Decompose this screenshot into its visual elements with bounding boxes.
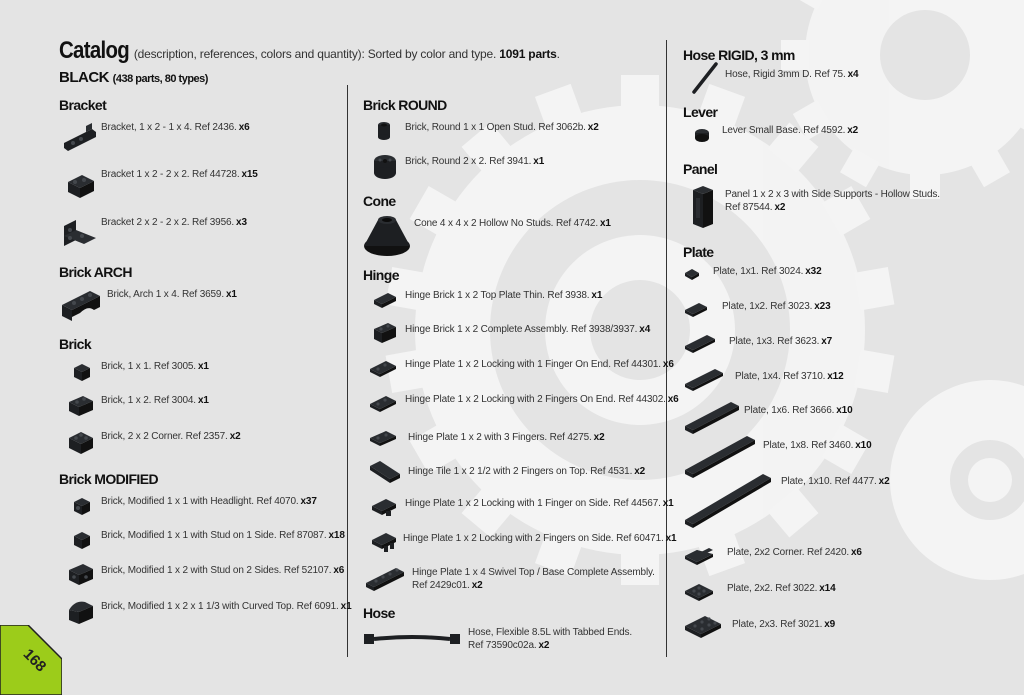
part-image-hose-73590c02a (364, 630, 460, 648)
part-entry: Hinge Plate 1 x 2 Locking with 1 Finger On End. Ref 44301. x6 (405, 359, 674, 370)
part-entry: Plate, 1x6. Ref 3666. x10 (744, 405, 853, 416)
part-entry: Hinge Plate 1 x 2 with 3 Fingers. Ref 4275. x2 (408, 432, 605, 443)
part-entry: Lever Small Base. Ref 4592. x2 (722, 125, 859, 136)
part-entry: Panel 1 x 2 x 3 with Side Supports - Hollow Studs. Ref 87544. x2 (725, 189, 940, 213)
part-image-plate-3021 (683, 612, 723, 642)
part-entry: Plate, 1x4. Ref 3710. x12 (735, 371, 844, 382)
part-entry: Brick, Round 1 x 1 Open Stud. Ref 3062b. x2 (405, 122, 599, 133)
part-image-hinge-3937 (372, 321, 398, 347)
part-image-lever-4592 (693, 127, 711, 143)
part-image-plate-2420 (683, 544, 715, 568)
part-image-plate-3022 (683, 580, 715, 604)
part-image-bracket-44728 (66, 170, 96, 200)
part-image-hinge-2429c01 (364, 563, 406, 595)
part-image-hose-rigid-75 (690, 60, 720, 96)
part-entry: Hinge Brick 1 x 2 Top Plate Thin. Ref 3938. x1 (405, 290, 603, 301)
part-entry: Plate, 1x3. Ref 3623. x7 (729, 336, 833, 347)
section-heading-plate: Plate (683, 244, 714, 260)
part-entry: Hinge Plate 1 x 2 Locking with 2 Fingers On End. Ref 44302. x6 (405, 394, 679, 405)
part-entry: Bracket 1 x 2 - 2 x 2. Ref 44728. x15 (101, 169, 258, 180)
part-image-bracket-3956 (62, 216, 98, 248)
part-image-hinge-4275 (368, 428, 400, 450)
part-image-brick-52107 (67, 562, 95, 588)
section-heading-bracket: Bracket (59, 97, 107, 113)
part-entry: Brick, 1 x 1. Ref 3005. x1 (101, 361, 209, 372)
part-entry: Brick, Arch 1 x 4. Ref 3659. x1 (107, 289, 237, 300)
part-entry: Brick, Modified 1 x 1 with Headlight. Ref 4070. x37 (101, 496, 317, 507)
part-entry: Hinge Plate 1 x 4 Swivel Top / Base Complete Assembly. Ref 2429c01. x2 (412, 567, 655, 591)
part-image-brick-round-3062b (376, 121, 392, 141)
column-divider-right (666, 40, 667, 657)
part-image-bracket-2436 (62, 123, 98, 155)
catalog-description: (description, references, colors and quantity): Sorted by color and type. 1091 parts. (133, 47, 560, 61)
part-image-plate-3023 (683, 300, 709, 318)
part-image-brick-round-3941 (372, 153, 398, 181)
color-group-heading (59, 69, 208, 86)
part-entry: Brick, 2 x 2 Corner. Ref 2357. x2 (101, 431, 241, 442)
section-heading-lever: Lever (683, 104, 718, 120)
part-entry: Hose, Rigid 3mm D. Ref 75. x4 (725, 69, 859, 80)
part-entry: Hinge Brick 1 x 2 Complete Assembly. Ref 3938/3937. x4 (405, 324, 651, 335)
section-heading-brick-arch: Brick ARCH (59, 264, 132, 280)
section-heading-hose: Hose (363, 605, 395, 621)
part-image-plate-3623 (683, 332, 717, 356)
part-entry: Hinge Plate 1 x 2 Locking with 2 Fingers on Side. Ref 60471. x1 (403, 533, 677, 544)
part-entry: Brick, Modified 1 x 2 with Stud on 2 Sides. Ref 52107. x6 (101, 565, 345, 576)
section-heading-brick-modified: Brick MODIFIED (59, 471, 158, 487)
part-entry: Plate, 2x2 Corner. Ref 2420. x6 (727, 547, 862, 558)
part-entry: Cone 4 x 4 x 2 Hollow No Studs. Ref 4742. x1 (414, 218, 611, 229)
part-image-hinge-44302 (368, 392, 400, 414)
part-image-hinge-3938 (372, 290, 398, 310)
total-parts: 1091 parts (499, 47, 557, 61)
part-image-panel-87544 (689, 184, 717, 230)
part-entry: Plate, 2x3. Ref 3021. x9 (732, 619, 836, 630)
part-image-brick-6091 (67, 598, 95, 626)
catalog-header (59, 37, 560, 65)
catalog-title: Catalog (59, 37, 130, 64)
part-image-cone-4742 (362, 212, 412, 258)
part-entry: Brick, Modified 1 x 2 x 1 1/3 with Curved Top. Ref 6091. x1 (101, 601, 352, 612)
part-image-brick-arch-3659 (60, 287, 102, 323)
section-heading-cone: Cone (363, 193, 396, 209)
part-image-hinge-4531 (368, 458, 402, 486)
part-image-plate-3024 (683, 267, 701, 281)
part-entry: Plate, 1x2. Ref 3023. x23 (722, 301, 831, 312)
part-image-hinge-44567 (370, 496, 398, 518)
part-image-brick-4070 (72, 496, 92, 516)
section-heading-hose-rigid: Hose RIGID, 3 mm (683, 47, 795, 63)
section-heading-panel: Panel (683, 161, 718, 177)
part-entry: Bracket, 1 x 2 - 1 x 4. Ref 2436. x6 (101, 122, 250, 133)
page-number: 168 (19, 645, 50, 676)
part-image-brick-3005 (72, 362, 92, 382)
part-image-brick-87087 (72, 530, 92, 550)
part-entry: Hose, Flexible 8.5L with Tabbed Ends. Ref 73590c02a. x2 (468, 627, 632, 651)
part-entry: Brick, Modified 1 x 1 with Stud on 1 Side. Ref 87087. x18 (101, 530, 345, 541)
part-image-plate-4477 (683, 470, 773, 534)
part-entry: Hinge Tile 1 x 2 1/2 with 2 Fingers on Top. Ref 4531. x2 (408, 466, 646, 477)
part-entry: Plate, 1x10. Ref 4477. x2 (781, 476, 890, 487)
part-image-hinge-60471 (370, 530, 400, 554)
part-entry: Brick, 1 x 2. Ref 3004. x1 (101, 395, 209, 406)
part-entry: Plate, 1x1. Ref 3024. x32 (713, 266, 822, 277)
section-heading-brick-round: Brick ROUND (363, 97, 447, 113)
part-entry: Bracket 2 x 2 - 2 x 2. Ref 3956. x3 (101, 217, 247, 228)
part-image-brick-3004 (67, 394, 95, 418)
part-entry: Plate, 2x2. Ref 3022. x14 (727, 583, 836, 594)
section-heading-brick: Brick (59, 336, 92, 352)
section-heading-hinge: Hinge (363, 267, 399, 283)
color-group-count: (438 parts, 80 types) (112, 73, 208, 85)
column-divider-left (347, 85, 348, 657)
part-image-hinge-44301 (368, 357, 400, 379)
color-group-name: BLACK (59, 69, 109, 86)
part-image-brick-2357 (67, 428, 95, 456)
part-entry: Hinge Plate 1 x 2 Locking with 1 Finger on Side. Ref 44567. x1 (405, 498, 674, 509)
part-entry: Brick, Round 2 x 2. Ref 3941. x1 (405, 156, 545, 167)
part-entry: Plate, 1x8. Ref 3460. x10 (763, 440, 872, 451)
part-image-plate-3710 (683, 366, 725, 394)
